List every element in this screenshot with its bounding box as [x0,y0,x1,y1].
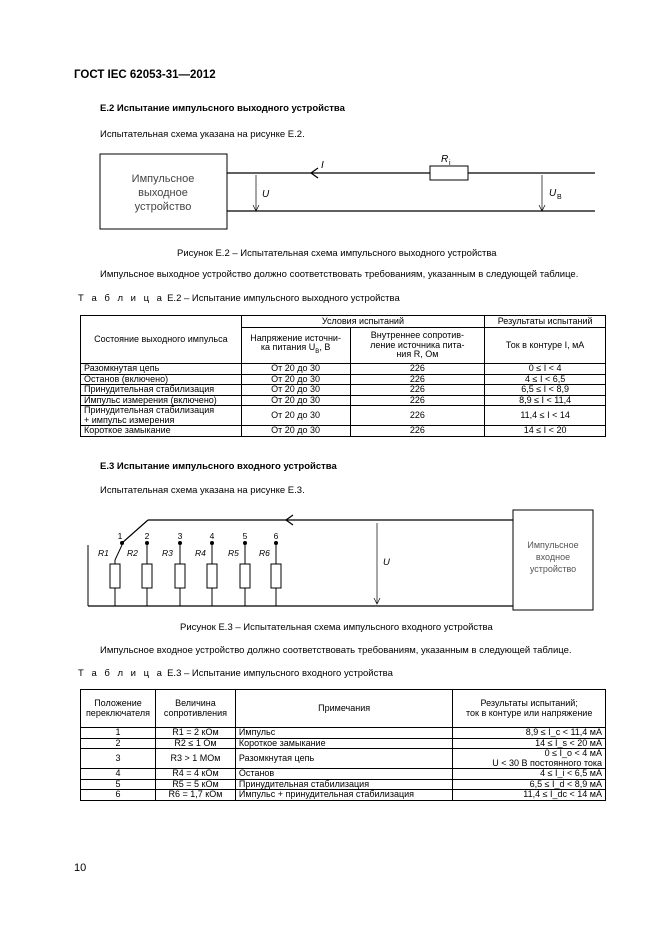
input-box-text-3: устройство [529,564,577,574]
th-notes: Примечания [235,690,452,728]
table-e2-title: Т а б л и ц а Е.2 – Испытание импульсного выходного устройства [78,293,400,304]
section-e3-requirement: Импульсное входное устройство должно соответствовать требованиям, указанным в следующей таблице. [100,645,572,656]
th-results-e3: Результаты испытаний; ток в контуре или напряжение [453,690,606,728]
page-number: 10 [74,862,87,874]
table-row: 4 R4 = 4 кОм Останов 4 ≤ I_i < 6,5 мА [81,769,606,780]
resistor-branch-1 [110,541,124,606]
table-row: 1 R1 = 2 кОм Импульс 8,9 ≤ I_c < 11,4 мА [81,728,606,739]
box-text-2: выходное [138,187,188,199]
switch-pos-1: 1 [117,531,123,541]
input-box-text-2: входное [535,552,571,562]
label-r-sub: i [449,160,451,167]
resistor-label-4: R4 [195,548,206,558]
resistor-branch-4 [207,541,217,606]
table-row: Короткое замыкание От 20 до 30 226 14 ≤ I < 20 [81,426,606,437]
resistor-branch-2 [142,541,152,606]
switch-pos-2: 2 [144,531,150,541]
section-e3-intro: Испытательная схема указана на рисунке Е.3. [100,485,305,496]
resistor-label-3: R3 [162,548,173,558]
th-state: Состояние выходного импульса [81,316,242,364]
table-row: Останов (включено) От 20 до 30 226 4 ≤ I < 6,5 [81,374,606,385]
label-ub: U [549,188,557,199]
th-value: Величина сопротивления [155,690,235,728]
th-resistance: Внутреннее сопротив- ление источника пита- ния R, Ом [350,328,485,364]
table-row: 6 R6 = 1,7 кОм Импульс + принудительная стабилизация 11,4 ≤ I_dc < 14 мА [81,790,606,801]
switch-pos-4: 4 [209,531,215,541]
switch-pos-3: 3 [177,531,183,541]
resistor-label-5: R5 [228,548,239,558]
resistor-branch-3 [175,541,185,606]
label-u-e3: U [383,557,390,568]
table-row: Разомкнутая цепь От 20 до 30 226 0 ≤ I < 4 [81,364,606,375]
box-text-1: Импульсное [131,173,195,185]
th-conditions: Условия испытаний [241,316,485,328]
th-voltage: Напряжение источни- ка питания $U_B$, В [241,328,350,364]
box-text-3: устройство [134,201,192,213]
th-current: Ток в контуре I, мА [485,328,606,364]
table-e3-title: Т а б л и ц а Е.3 – Испытание импульсного входного устройства [78,668,393,679]
figure-e3-caption: Рисунок Е.3 – Испытательная схема импульсного входного устройства [180,622,493,633]
section-e2-heading: E.2 Испытание импульсного выходного устройства [100,103,345,114]
resistor-branch-6 [271,541,281,606]
input-box-text-1: Импульсное [527,540,579,550]
section-e2-intro: Испытательная схема указана на рисунке Е.2. [100,129,305,140]
switch-pos-6: 6 [273,531,279,541]
figure-e2-caption: Рисунок Е.2 – Испытательная схема импульсного выходного устройства [177,248,497,259]
label-current: I [321,160,324,171]
table-row: 2 R2 ≤ 1 Ом Короткое замыкание 14 ≤ I_s < 20 мА [81,738,606,749]
section-e2-requirement: Импульсное выходное устройство должно соответствовать требованиям, указанным в следующей таблице. [100,269,579,280]
table-row: Принудительная стабилизация + импульс измерения От 20 до 30 226 11,4 ≤ I < 14 [81,406,606,426]
switch-pos-5: 5 [242,531,248,541]
table-row: 3 R3 > 1 МОм Разомкнутая цепь 0 ≤ I_o < 4 мА U < 30 В постоянного тока [81,749,606,769]
th-results: Результаты испытаний [485,316,606,328]
label-ub-sub: B [557,194,562,201]
document-header: ГОСТ IEC 62053-31—2012 [74,69,216,81]
resistor-label-2: R2 [127,548,138,558]
table-row: Принудительная стабилизация От 20 до 30 226 6,5 ≤ I < 8,9 [81,385,606,396]
table-e3 [80,689,606,801]
table-row: Импульс измерения (включено) От 20 до 30 226 8,9 ≤ I < 11,4 [81,395,606,406]
label-u: U [262,189,270,200]
table-row: 5 R5 = 5 кОм Принудительная стабилизация 6,5 ≤ I_d < 8,9 мА [81,779,606,790]
resistor-label-1: R1 [98,548,109,558]
resistor-label-6: R6 [259,548,270,558]
resistor-branch-5 [240,541,250,606]
section-e3-heading: E.3 Испытание импульсного входного устройства [100,461,337,472]
label-r: R [441,154,449,165]
th-position: Положение переключателя [81,690,156,728]
